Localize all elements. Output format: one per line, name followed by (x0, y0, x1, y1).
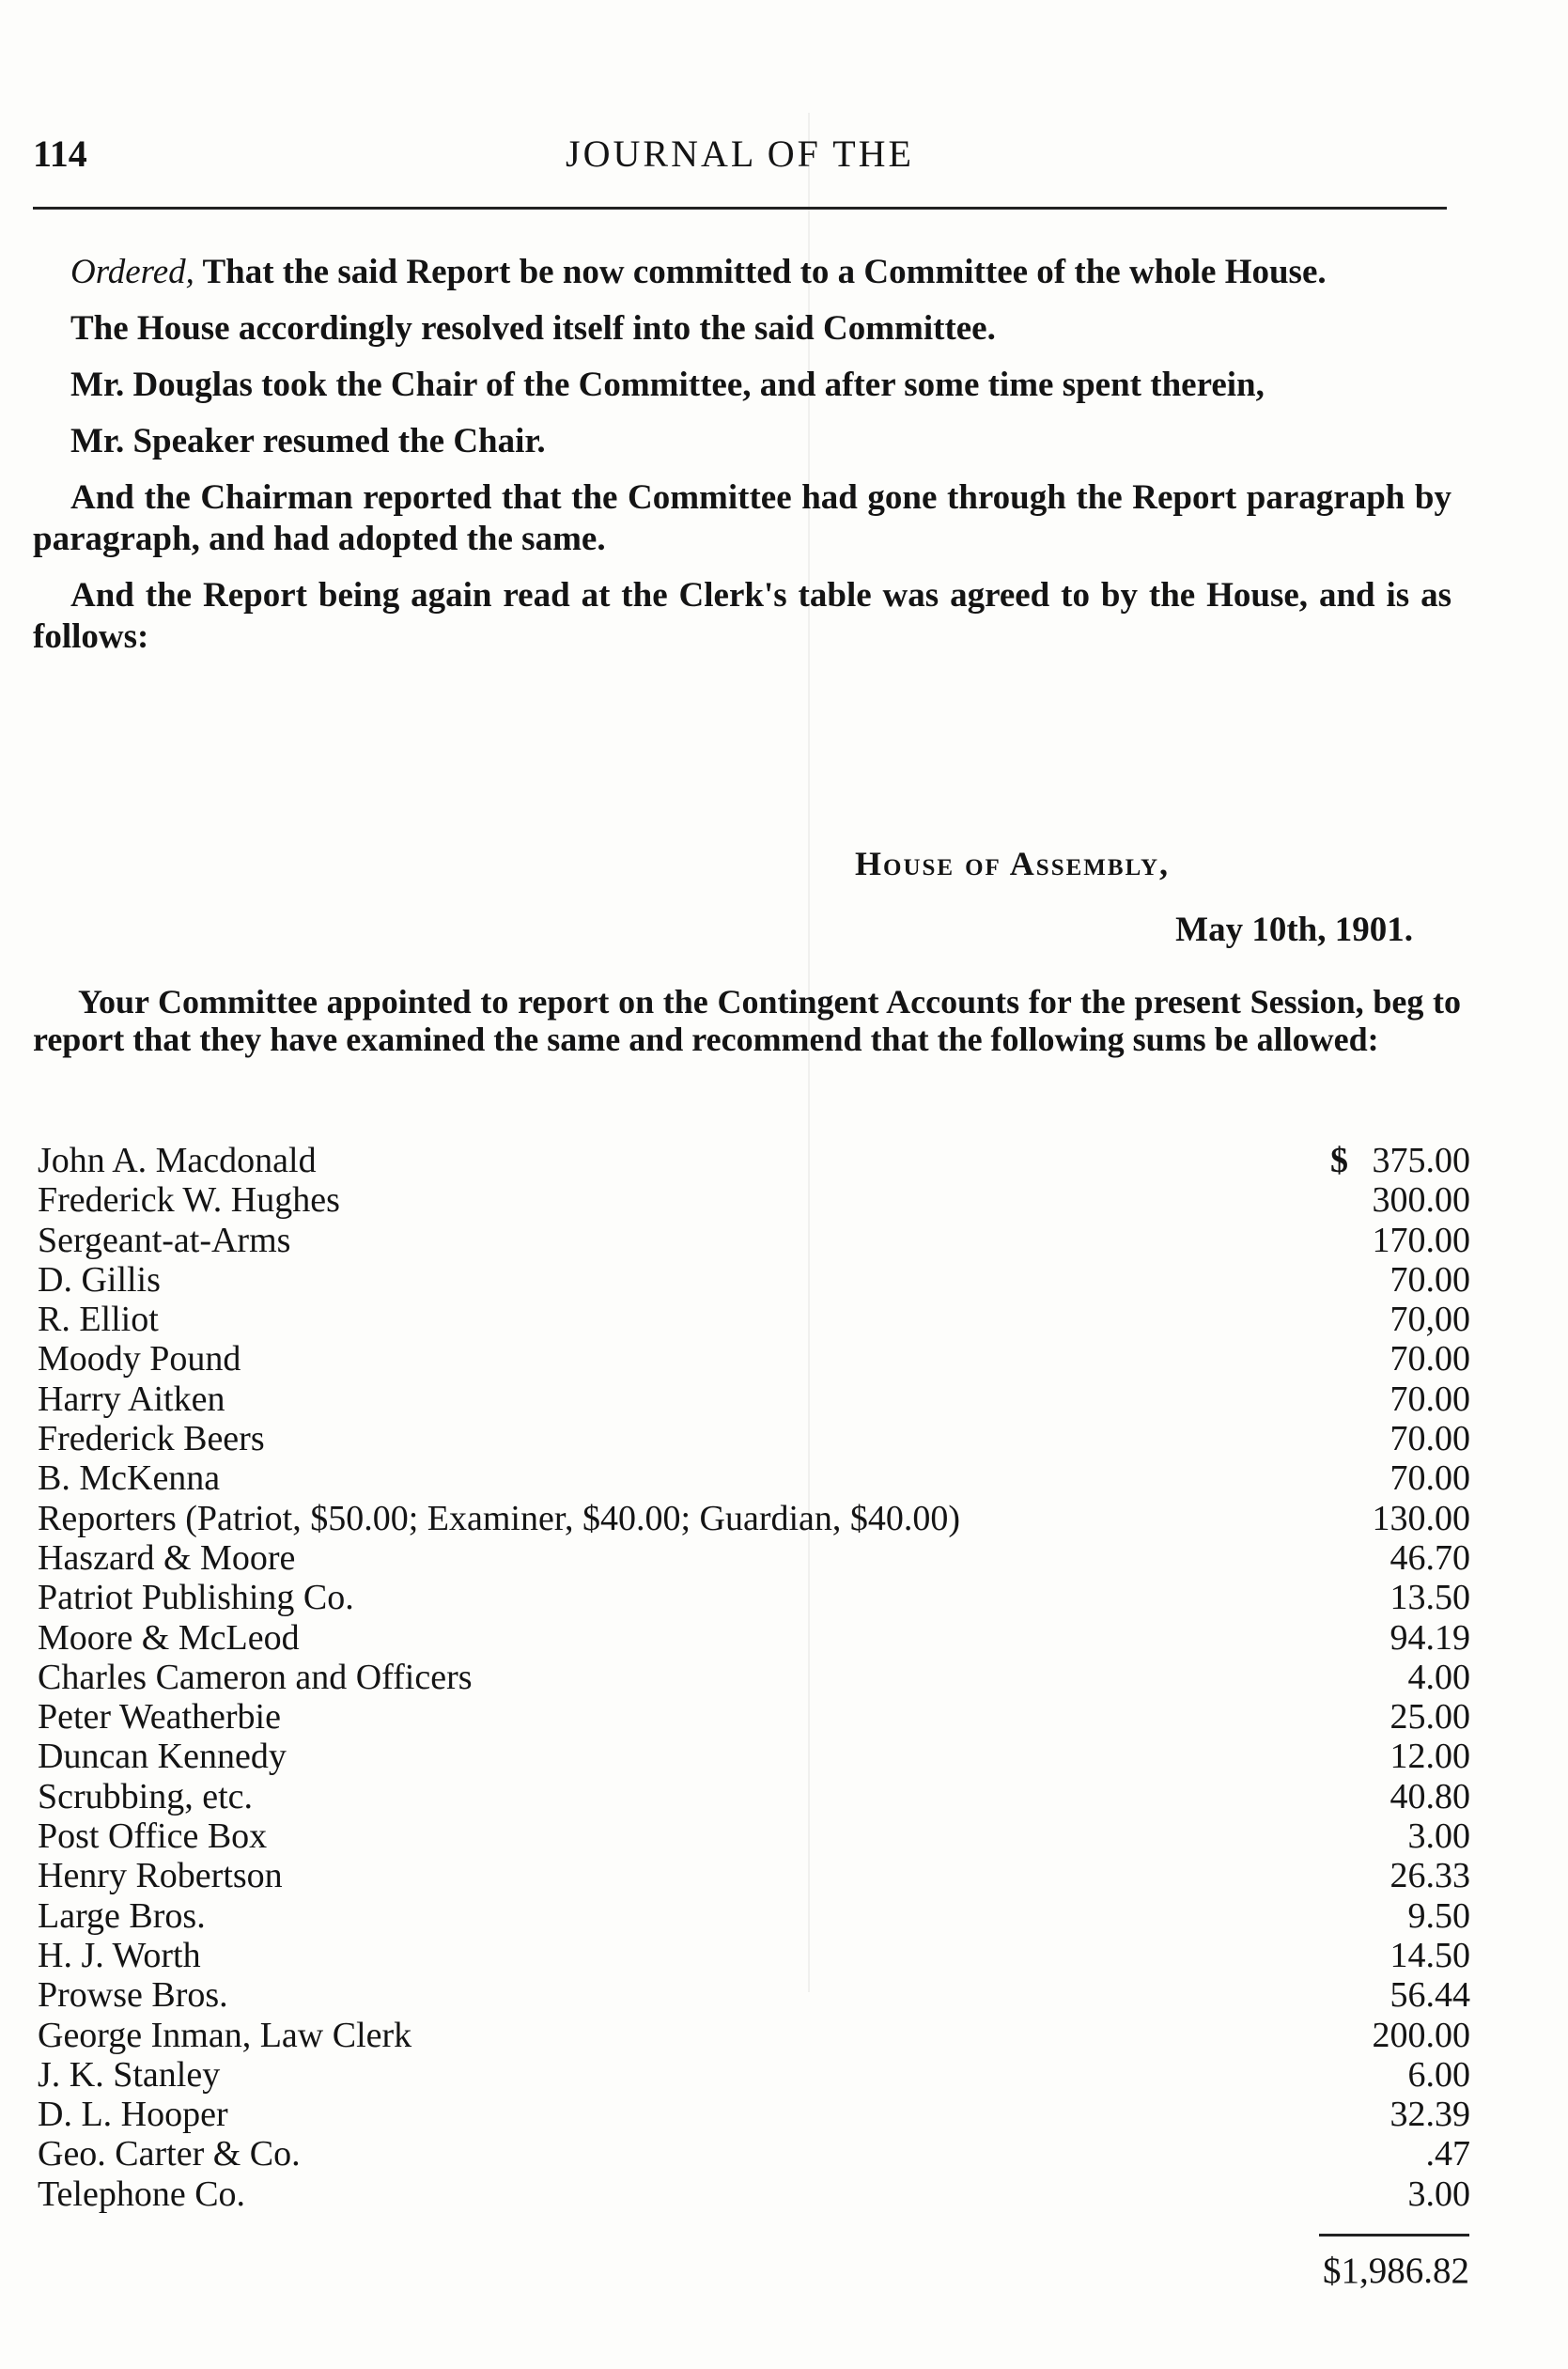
account-amount: 6.00 (1407, 2054, 1470, 2095)
account-amount: 32.39 (1389, 2095, 1470, 2135)
account-name: Reporters (Patriot, $50.00; Examiner, $40.00; Guardian, $40.00) (38, 1498, 961, 1538)
account-amount: 375.00 (1372, 1141, 1470, 1180)
total-rule (1319, 2234, 1469, 2237)
account-row (38, 1578, 1470, 1617)
account-row (38, 1816, 1470, 1856)
account-amount: 70.00 (1389, 1379, 1470, 1419)
account-name: Duncan Kennedy (38, 1737, 287, 1777)
page-header (33, 132, 1447, 188)
account-row (38, 2134, 1470, 2174)
account-amount: 26.33 (1389, 1856, 1470, 1896)
account-row (38, 1300, 1470, 1339)
account-name: Telephone Co. (38, 2174, 246, 2214)
account-name: D. Gillis (38, 1259, 161, 1300)
account-name: Geo. Carter & Co. (38, 2134, 301, 2174)
account-amount: 300.00 (1372, 1180, 1470, 1221)
account-row (38, 2055, 1470, 2095)
account-name: Charles Cameron and Officers (38, 1657, 473, 1697)
account-amount: 70.00 (1389, 1458, 1470, 1499)
account-name: Moody Pound (38, 1339, 241, 1379)
header-rule (33, 207, 1447, 210)
account-name: Frederick W. Hughes (38, 1180, 340, 1221)
page-number: 114 (33, 132, 87, 175)
account-row (38, 1777, 1470, 1816)
report-intro: Your Committee appointed to report on the Contingent Accounts for the present Session, beg to report that they have examined the same and recommend that the following sums be allowed: (33, 983, 1461, 1058)
ordered-word: Ordered, (70, 253, 194, 291)
account-row (38, 1896, 1470, 1936)
account-name: Peter Weatherbie (38, 1697, 281, 1738)
accounts-total: $1,986.82 (1323, 2251, 1469, 2291)
paragraph-committee-resolved: The House accordingly resolved itself into the said Committee. (70, 309, 996, 348)
account-row (38, 1260, 1470, 1300)
account-row (38, 2174, 1470, 2214)
proceedings-text (33, 252, 1452, 673)
account-name: Post Office Box (38, 1816, 268, 1857)
account-row (38, 1458, 1470, 1498)
account-name: George Inman, Law Clerk (38, 2015, 412, 2055)
account-name: D. L. Hooper (38, 2095, 228, 2135)
account-name: B. McKenna (38, 1458, 221, 1499)
report-house-heading: House of Assembly, (855, 845, 1170, 882)
account-row (38, 1618, 1470, 1658)
account-name: Sergeant-at-Arms (38, 1220, 291, 1260)
account-amount: 70,00 (1389, 1300, 1470, 1340)
account-name: John A. Macdonald (38, 1141, 317, 1180)
running-head: JOURNAL OF THE (566, 132, 914, 175)
paragraph-ordered (33, 252, 1452, 293)
account-name: Henry Robertson (38, 1856, 283, 1896)
account-name: Frederick Beers (38, 1419, 265, 1459)
account-name: Prowse Bros. (38, 1975, 228, 2016)
paragraph-chairman-reported: And the Chairman reported that the Committee had gone through the Report paragraph by paragraph, and had adopted the same. (33, 478, 1452, 558)
account-row (38, 1856, 1470, 1895)
account-name: H. J. Worth (38, 1935, 201, 1975)
account-name: Harry Aitken (38, 1379, 225, 1419)
report-date: May 10th, 1901. (1175, 911, 1413, 949)
account-row (38, 1499, 1470, 1538)
account-row (38, 1141, 1470, 1180)
account-row (38, 1975, 1470, 2015)
account-amount: 40.80 (1389, 1776, 1470, 1816)
account-row (38, 1538, 1470, 1578)
paragraph-speaker-resumed: Mr. Speaker resumed the Chair. (70, 422, 546, 460)
account-amount: 12.00 (1389, 1737, 1470, 1777)
account-name: Moore & McLeod (38, 1617, 300, 1658)
account-row (38, 1379, 1470, 1419)
account-amount: 170.00 (1372, 1220, 1470, 1260)
account-amount: 200.00 (1372, 2015, 1470, 2055)
currency-symbol: $ (1330, 1141, 1348, 1180)
account-amount: 13.50 (1389, 1578, 1470, 1618)
account-row (38, 1419, 1470, 1458)
account-name: Patriot Publishing Co. (38, 1578, 354, 1618)
account-name: Large Bros. (38, 1895, 206, 1936)
account-name: R. Elliot (38, 1300, 159, 1340)
account-row (38, 1180, 1470, 1220)
account-amount: 70.00 (1389, 1339, 1470, 1379)
account-amount: 94.19 (1389, 1617, 1470, 1658)
account-amount: 9.50 (1407, 1895, 1470, 1936)
account-amount: .47 (1425, 2134, 1470, 2174)
account-row (38, 1658, 1470, 1697)
account-name: Haszard & Moore (38, 1537, 296, 1578)
account-amount: 3.00 (1407, 1816, 1470, 1857)
account-amount: 70.00 (1389, 1419, 1470, 1459)
accounts-list (38, 1141, 1470, 2214)
account-row (38, 1221, 1470, 1260)
account-row (38, 1697, 1470, 1737)
paragraph-report-agreed: And the Report being again read at the Clerk's table was agreed to by the House, and is as follows: (33, 576, 1452, 656)
account-name: J. K. Stanley (38, 2054, 221, 2095)
account-amount: 4.00 (1407, 1657, 1470, 1697)
account-amount: 130.00 (1372, 1498, 1470, 1538)
account-amount: 46.70 (1389, 1537, 1470, 1578)
account-row (38, 2016, 1470, 2055)
paragraph-ordered-text: That the said Report be now committed to a Committee of the whole House. (194, 253, 1327, 291)
account-row (38, 2095, 1470, 2134)
account-row (38, 1339, 1470, 1379)
account-amount: 3.00 (1407, 2174, 1470, 2214)
account-row (38, 1936, 1470, 1975)
account-amount: 70.00 (1389, 1259, 1470, 1300)
account-amount: 25.00 (1389, 1697, 1470, 1738)
account-name: Scrubbing, etc. (38, 1776, 254, 1816)
account-amount: 56.44 (1389, 1975, 1470, 2016)
paragraph-chair-taken: Mr. Douglas took the Chair of the Committee, and after some time spent therein, (70, 366, 1265, 404)
account-amount: 14.50 (1389, 1935, 1470, 1975)
account-row (38, 1737, 1470, 1776)
